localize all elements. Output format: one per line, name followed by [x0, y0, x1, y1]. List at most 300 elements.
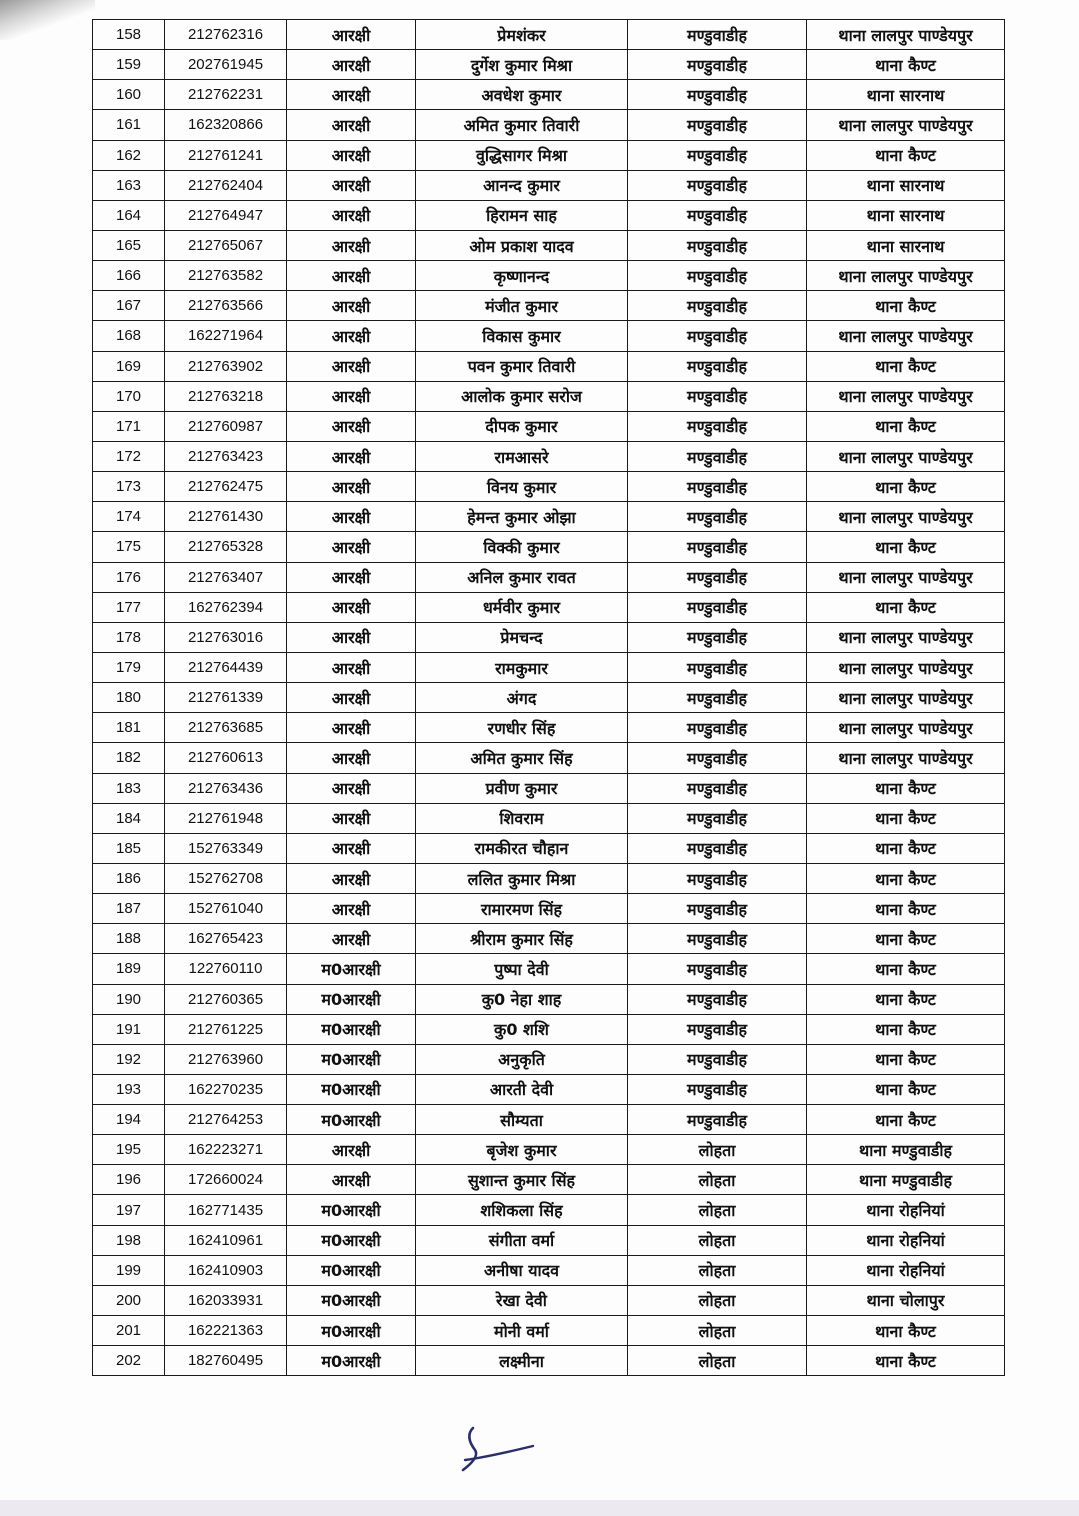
table-row — [93, 1014, 1005, 1044]
cell-name: श्रीराम कुमार सिंह — [416, 924, 628, 954]
cell-serial: 177 — [93, 592, 165, 622]
cell-current-posting: लोहता — [628, 1165, 807, 1195]
cell-name: ओम प्रकाश यादव — [416, 230, 628, 260]
table-row — [93, 773, 1005, 803]
cell-name: अमित कुमार सिंह — [416, 743, 628, 773]
table-row — [93, 1195, 1005, 1225]
cell-new-posting: थाना लालपुर पाण्डेयपुर — [807, 502, 1005, 532]
cell-current-posting: मण्डुवाडीह — [628, 924, 807, 954]
cell-pno: 212763902 — [165, 351, 287, 381]
cell-pno: 162033931 — [165, 1285, 287, 1315]
table-row — [93, 1225, 1005, 1255]
cell-rank: म0आरक्षी — [287, 1285, 416, 1315]
cell-current-posting: मण्डुवाडीह — [628, 411, 807, 441]
table-row — [93, 1044, 1005, 1074]
cell-new-posting: थाना कैण्ट — [807, 924, 1005, 954]
cell-rank: आरक्षी — [287, 622, 416, 652]
cell-rank: आरक्षी — [287, 652, 416, 682]
cell-rank: आरक्षी — [287, 261, 416, 291]
cell-name: रेखा देवी — [416, 1285, 628, 1315]
cell-rank: म0आरक्षी — [287, 954, 416, 984]
table-row — [93, 50, 1005, 80]
cell-rank: आरक्षी — [287, 472, 416, 502]
cell-current-posting: मण्डुवाडीह — [628, 321, 807, 351]
cell-new-posting: थाना कैण्ट — [807, 773, 1005, 803]
cell-pno: 162271964 — [165, 321, 287, 351]
cell-name: आनन्द कुमार — [416, 170, 628, 200]
cell-serial: 164 — [93, 200, 165, 230]
cell-new-posting: थाना रोहनियां — [807, 1255, 1005, 1285]
cell-rank: आरक्षी — [287, 381, 416, 411]
cell-current-posting: मण्डुवाडीह — [628, 622, 807, 652]
cell-name: रामआसरे — [416, 441, 628, 471]
cell-current-posting: मण्डुवाडीह — [628, 954, 807, 984]
cell-name: हिरामन साह — [416, 200, 628, 230]
cell-current-posting: मण्डुवाडीह — [628, 200, 807, 230]
cell-pno: 172660024 — [165, 1165, 287, 1195]
table-row — [93, 713, 1005, 743]
cell-new-posting: थाना कैण्ट — [807, 411, 1005, 441]
table-row — [93, 683, 1005, 713]
cell-name: विक्की कुमार — [416, 532, 628, 562]
cell-new-posting: थाना लालपुर पाण्डेयपुर — [807, 562, 1005, 592]
cell-serial: 171 — [93, 411, 165, 441]
cell-rank: म0आरक्षी — [287, 1044, 416, 1074]
cell-name: दुर्गेश कुमार मिश्रा — [416, 50, 628, 80]
cell-current-posting: मण्डुवाडीह — [628, 833, 807, 863]
cell-pno: 212765328 — [165, 532, 287, 562]
cell-rank: आरक्षी — [287, 713, 416, 743]
cell-serial: 180 — [93, 683, 165, 713]
table-row — [93, 170, 1005, 200]
cell-serial: 200 — [93, 1285, 165, 1315]
cell-serial: 159 — [93, 50, 165, 80]
cell-rank: आरक्षी — [287, 743, 416, 773]
cell-new-posting: थाना रोहनियां — [807, 1195, 1005, 1225]
cell-pno: 212763218 — [165, 381, 287, 411]
cell-pno: 162270235 — [165, 1074, 287, 1104]
cell-serial: 158 — [93, 20, 165, 50]
table-row — [93, 321, 1005, 351]
cell-rank: आरक्षी — [287, 411, 416, 441]
cell-new-posting: थाना कैण्ट — [807, 863, 1005, 893]
cell-pno: 162320866 — [165, 110, 287, 140]
cell-name: बृजेश कुमार — [416, 1135, 628, 1165]
cell-pno: 212764253 — [165, 1105, 287, 1135]
cell-serial: 169 — [93, 351, 165, 381]
cell-pno: 122760110 — [165, 954, 287, 984]
cell-pno: 212761225 — [165, 1014, 287, 1044]
cell-serial: 191 — [93, 1014, 165, 1044]
cell-name: सौम्यता — [416, 1105, 628, 1135]
cell-name: कु0 नेहा शाह — [416, 984, 628, 1014]
cell-serial: 186 — [93, 863, 165, 893]
cell-current-posting: मण्डुवाडीह — [628, 743, 807, 773]
cell-new-posting: थाना कैण्ट — [807, 1105, 1005, 1135]
table-row — [93, 20, 1005, 50]
cell-name: शिवराम — [416, 803, 628, 833]
cell-rank: आरक्षी — [287, 894, 416, 924]
cell-new-posting: थाना कैण्ट — [807, 532, 1005, 562]
cell-serial: 193 — [93, 1074, 165, 1104]
cell-new-posting: थाना कैण्ट — [807, 833, 1005, 863]
cell-pno: 162221363 — [165, 1316, 287, 1346]
cell-new-posting: थाना कैण्ट — [807, 50, 1005, 80]
cell-serial: 162 — [93, 140, 165, 170]
cell-serial: 188 — [93, 924, 165, 954]
table-row — [93, 1074, 1005, 1104]
cell-current-posting: मण्डुवाडीह — [628, 652, 807, 682]
cell-name: धर्मवीर कुमार — [416, 592, 628, 622]
table-row — [93, 803, 1005, 833]
cell-serial: 160 — [93, 80, 165, 110]
cell-pno: 212763960 — [165, 1044, 287, 1074]
cell-rank: म0आरक्षी — [287, 1014, 416, 1044]
cell-rank: आरक्षी — [287, 773, 416, 803]
cell-current-posting: मण्डुवाडीह — [628, 562, 807, 592]
cell-new-posting: थाना लालपुर पाण्डेयपुर — [807, 321, 1005, 351]
table-row — [93, 80, 1005, 110]
cell-serial: 198 — [93, 1225, 165, 1255]
table-row — [93, 110, 1005, 140]
cell-name: प्रेमशंकर — [416, 20, 628, 50]
cell-current-posting: मण्डुवाडीह — [628, 984, 807, 1014]
cell-pno: 212763685 — [165, 713, 287, 743]
cell-rank: आरक्षी — [287, 441, 416, 471]
cell-pno: 212760365 — [165, 984, 287, 1014]
cell-current-posting: लोहता — [628, 1135, 807, 1165]
cell-serial: 173 — [93, 472, 165, 502]
cell-new-posting: थाना लालपुर पाण्डेयपुर — [807, 441, 1005, 471]
cell-new-posting: थाना लालपुर पाण्डेयपुर — [807, 381, 1005, 411]
cell-current-posting: मण्डुवाडीह — [628, 713, 807, 743]
cell-pno: 152763349 — [165, 833, 287, 863]
cell-serial: 199 — [93, 1255, 165, 1285]
cell-name: ललित कुमार मिश्रा — [416, 863, 628, 893]
cell-new-posting: थाना रोहनियां — [807, 1225, 1005, 1255]
cell-name: अमित कुमार तिवारी — [416, 110, 628, 140]
cell-serial: 182 — [93, 743, 165, 773]
cell-current-posting: मण्डुवाडीह — [628, 80, 807, 110]
cell-name: अवधेश कुमार — [416, 80, 628, 110]
table-row — [93, 381, 1005, 411]
cell-rank: आरक्षी — [287, 170, 416, 200]
cell-pno: 212762404 — [165, 170, 287, 200]
table-row — [93, 441, 1005, 471]
cell-current-posting: लोहता — [628, 1255, 807, 1285]
table-row — [93, 230, 1005, 260]
cell-pno: 162771435 — [165, 1195, 287, 1225]
cell-current-posting: मण्डुवाडीह — [628, 592, 807, 622]
cell-current-posting: मण्डुवाडीह — [628, 50, 807, 80]
cell-current-posting: मण्डुवाडीह — [628, 803, 807, 833]
cell-rank: आरक्षी — [287, 20, 416, 50]
cell-name: पुष्पा देवी — [416, 954, 628, 984]
cell-current-posting: मण्डुवाडीह — [628, 1044, 807, 1074]
cell-name: मंजीत कुमार — [416, 291, 628, 321]
table-row — [93, 1346, 1005, 1376]
cell-pno: 162762394 — [165, 592, 287, 622]
cell-pno: 212764439 — [165, 652, 287, 682]
cell-rank: आरक्षी — [287, 502, 416, 532]
cell-pno: 212761948 — [165, 803, 287, 833]
cell-name: शशिकला सिंह — [416, 1195, 628, 1225]
cell-pno: 212761241 — [165, 140, 287, 170]
cell-rank: आरक्षी — [287, 140, 416, 170]
cell-new-posting: थाना कैण्ट — [807, 592, 1005, 622]
cell-serial: 176 — [93, 562, 165, 592]
cell-current-posting: लोहता — [628, 1346, 807, 1376]
cell-serial: 196 — [93, 1165, 165, 1195]
cell-new-posting: थाना कैण्ट — [807, 1014, 1005, 1044]
table-row — [93, 411, 1005, 441]
cell-pno: 212762231 — [165, 80, 287, 110]
cell-rank: आरक्षी — [287, 1135, 416, 1165]
cell-current-posting: मण्डुवाडीह — [628, 1074, 807, 1104]
cell-pno: 162223271 — [165, 1135, 287, 1165]
cell-serial: 192 — [93, 1044, 165, 1074]
table-row — [93, 652, 1005, 682]
table-row — [93, 472, 1005, 502]
cell-new-posting: थाना कैण्ट — [807, 1316, 1005, 1346]
cell-serial: 166 — [93, 261, 165, 291]
cell-current-posting: मण्डुवाडीह — [628, 532, 807, 562]
cell-new-posting: थाना कैण्ट — [807, 894, 1005, 924]
cell-rank: आरक्षी — [287, 924, 416, 954]
table-row — [93, 592, 1005, 622]
cell-pno: 212763436 — [165, 773, 287, 803]
cell-pno: 162410961 — [165, 1225, 287, 1255]
cell-name: प्रेमचन्द — [416, 622, 628, 652]
cell-name: आलोक कुमार सरोज — [416, 381, 628, 411]
table-row — [93, 1135, 1005, 1165]
table-row — [93, 924, 1005, 954]
cell-rank: आरक्षी — [287, 50, 416, 80]
cell-current-posting: मण्डुवाडीह — [628, 230, 807, 260]
cell-name: विकास कुमार — [416, 321, 628, 351]
cell-new-posting: थाना लालपुर पाण्डेयपुर — [807, 743, 1005, 773]
cell-name: अंगद — [416, 683, 628, 713]
cell-current-posting: मण्डुवाडीह — [628, 472, 807, 502]
cell-rank: आरक्षी — [287, 683, 416, 713]
cell-current-posting: मण्डुवाडीह — [628, 502, 807, 532]
cell-new-posting: थाना कैण्ट — [807, 1074, 1005, 1104]
cell-pno: 212763582 — [165, 261, 287, 291]
table-row — [93, 1255, 1005, 1285]
cell-new-posting: थाना मण्डुवाडीह — [807, 1135, 1005, 1165]
cell-rank: आरक्षी — [287, 230, 416, 260]
cell-new-posting: थाना सारनाथ — [807, 80, 1005, 110]
cell-serial: 189 — [93, 954, 165, 984]
cell-serial: 201 — [93, 1316, 165, 1346]
cell-rank: आरक्षी — [287, 200, 416, 230]
cell-new-posting: थाना कैण्ट — [807, 140, 1005, 170]
cell-current-posting: लोहता — [628, 1285, 807, 1315]
cell-current-posting: मण्डुवाडीह — [628, 170, 807, 200]
table-row — [93, 894, 1005, 924]
cell-rank: आरक्षी — [287, 833, 416, 863]
cell-name: कृष्णानन्द — [416, 261, 628, 291]
cell-name: संगीता वर्मा — [416, 1225, 628, 1255]
cell-current-posting: मण्डुवाडीह — [628, 140, 807, 170]
cell-current-posting: मण्डुवाडीह — [628, 351, 807, 381]
cell-rank: म0आरक्षी — [287, 1316, 416, 1346]
table-row — [93, 502, 1005, 532]
cell-name: रामकुमार — [416, 652, 628, 682]
cell-name: रामारमण सिंह — [416, 894, 628, 924]
cell-pno: 152762708 — [165, 863, 287, 893]
cell-rank: आरक्षी — [287, 291, 416, 321]
cell-new-posting: थाना कैण्ट — [807, 472, 1005, 502]
cell-serial: 170 — [93, 381, 165, 411]
cell-pno: 212761339 — [165, 683, 287, 713]
cell-new-posting: थाना लालपुर पाण्डेयपुर — [807, 20, 1005, 50]
cell-rank: म0आरक्षी — [287, 1225, 416, 1255]
cell-current-posting: लोहता — [628, 1316, 807, 1346]
table-row — [93, 1105, 1005, 1135]
cell-pno: 212763407 — [165, 562, 287, 592]
cell-serial: 163 — [93, 170, 165, 200]
cell-rank: म0आरक्षी — [287, 1105, 416, 1135]
cell-name: विनय कुमार — [416, 472, 628, 502]
cell-name: मोनी वर्मा — [416, 1316, 628, 1346]
cell-serial: 179 — [93, 652, 165, 682]
cell-new-posting: थाना सारनाथ — [807, 170, 1005, 200]
cell-current-posting: मण्डुवाडीह — [628, 110, 807, 140]
cell-serial: 165 — [93, 230, 165, 260]
page-fold-shadow — [0, 0, 95, 40]
table-row — [93, 622, 1005, 652]
cell-name: वुद्धिसागर मिश्रा — [416, 140, 628, 170]
cell-serial: 178 — [93, 622, 165, 652]
cell-name: पवन कुमार तिवारी — [416, 351, 628, 381]
table-row — [93, 351, 1005, 381]
cell-pno: 152761040 — [165, 894, 287, 924]
cell-name: हेमन्त कुमार ओझा — [416, 502, 628, 532]
cell-name: कु0 शशि — [416, 1014, 628, 1044]
cell-current-posting: मण्डुवाडीह — [628, 1014, 807, 1044]
cell-current-posting: मण्डुवाडीह — [628, 1105, 807, 1135]
table-row — [93, 984, 1005, 1014]
cell-serial: 190 — [93, 984, 165, 1014]
cell-rank: आरक्षी — [287, 803, 416, 833]
cell-new-posting: थाना चोलापुर — [807, 1285, 1005, 1315]
table-row — [93, 261, 1005, 291]
cell-rank: आरक्षी — [287, 562, 416, 592]
cell-new-posting: थाना मण्डुवाडीह — [807, 1165, 1005, 1195]
cell-current-posting: मण्डुवाडीह — [628, 863, 807, 893]
signature-mark — [455, 1420, 545, 1480]
table-row — [93, 954, 1005, 984]
table-row — [93, 200, 1005, 230]
cell-serial: 184 — [93, 803, 165, 833]
table-row — [93, 562, 1005, 592]
cell-pno: 212764947 — [165, 200, 287, 230]
cell-serial: 185 — [93, 833, 165, 863]
cell-rank: म0आरक्षी — [287, 1195, 416, 1225]
cell-rank: आरक्षी — [287, 592, 416, 622]
cell-name: आरती देवी — [416, 1074, 628, 1104]
table-row — [93, 532, 1005, 562]
cell-new-posting: थाना कैण्ट — [807, 954, 1005, 984]
cell-serial: 181 — [93, 713, 165, 743]
cell-name: दीपक कुमार — [416, 411, 628, 441]
cell-current-posting: मण्डुवाडीह — [628, 291, 807, 321]
cell-current-posting: मण्डुवाडीह — [628, 683, 807, 713]
table-row — [93, 140, 1005, 170]
cell-pno: 212762475 — [165, 472, 287, 502]
cell-current-posting: मण्डुवाडीह — [628, 894, 807, 924]
cell-new-posting: थाना लालपुर पाण्डेयपुर — [807, 713, 1005, 743]
cell-current-posting: लोहता — [628, 1225, 807, 1255]
cell-pno: 212763423 — [165, 441, 287, 471]
cell-rank: आरक्षी — [287, 1165, 416, 1195]
cell-new-posting: थाना कैण्ट — [807, 984, 1005, 1014]
cell-rank: म0आरक्षी — [287, 1255, 416, 1285]
table-row — [93, 863, 1005, 893]
cell-rank: आरक्षी — [287, 80, 416, 110]
cell-new-posting: थाना लालपुर पाण्डेयपुर — [807, 110, 1005, 140]
cell-name: प्रवीण कुमार — [416, 773, 628, 803]
cell-serial: 172 — [93, 441, 165, 471]
table-row — [93, 1285, 1005, 1315]
cell-serial: 195 — [93, 1135, 165, 1165]
cell-pno: 212762316 — [165, 20, 287, 50]
cell-serial: 183 — [93, 773, 165, 803]
cell-serial: 168 — [93, 321, 165, 351]
cell-pno: 182760495 — [165, 1346, 287, 1376]
cell-new-posting: थाना लालपुर पाण्डेयपुर — [807, 652, 1005, 682]
cell-name: अनुकृति — [416, 1044, 628, 1074]
cell-name: अनिल कुमार रावत — [416, 562, 628, 592]
cell-pno: 212761430 — [165, 502, 287, 532]
cell-rank: आरक्षी — [287, 351, 416, 381]
cell-pno: 212763566 — [165, 291, 287, 321]
table-row — [93, 833, 1005, 863]
cell-new-posting: थाना लालपुर पाण्डेयपुर — [807, 261, 1005, 291]
cell-pno: 212760987 — [165, 411, 287, 441]
cell-serial: 174 — [93, 502, 165, 532]
cell-current-posting: लोहता — [628, 1195, 807, 1225]
cell-new-posting: थाना लालपुर पाण्डेयपुर — [807, 683, 1005, 713]
cell-serial: 161 — [93, 110, 165, 140]
transfer-table — [92, 19, 1005, 1376]
cell-current-posting: मण्डुवाडीह — [628, 20, 807, 50]
cell-rank: म0आरक्षी — [287, 1346, 416, 1376]
cell-rank: आरक्षी — [287, 321, 416, 351]
cell-new-posting: थाना कैण्ट — [807, 351, 1005, 381]
cell-pno: 162410903 — [165, 1255, 287, 1285]
cell-pno: 162765423 — [165, 924, 287, 954]
cell-new-posting: थाना सारनाथ — [807, 230, 1005, 260]
cell-new-posting: थाना सारनाथ — [807, 200, 1005, 230]
cell-pno: 212760613 — [165, 743, 287, 773]
cell-name: अनीषा यादव — [416, 1255, 628, 1285]
cell-name: लक्ष्मीना — [416, 1346, 628, 1376]
cell-pno: 202761945 — [165, 50, 287, 80]
cell-serial: 167 — [93, 291, 165, 321]
cell-current-posting: मण्डुवाडीह — [628, 773, 807, 803]
cell-rank: आरक्षी — [287, 532, 416, 562]
table-row — [93, 1165, 1005, 1195]
cell-new-posting: थाना लालपुर पाण्डेयपुर — [807, 622, 1005, 652]
cell-current-posting: मण्डुवाडीह — [628, 441, 807, 471]
cell-serial: 187 — [93, 894, 165, 924]
cell-serial: 197 — [93, 1195, 165, 1225]
cell-rank: आरक्षी — [287, 863, 416, 893]
cell-name: रामकीरत चौहान — [416, 833, 628, 863]
cell-current-posting: मण्डुवाडीह — [628, 381, 807, 411]
